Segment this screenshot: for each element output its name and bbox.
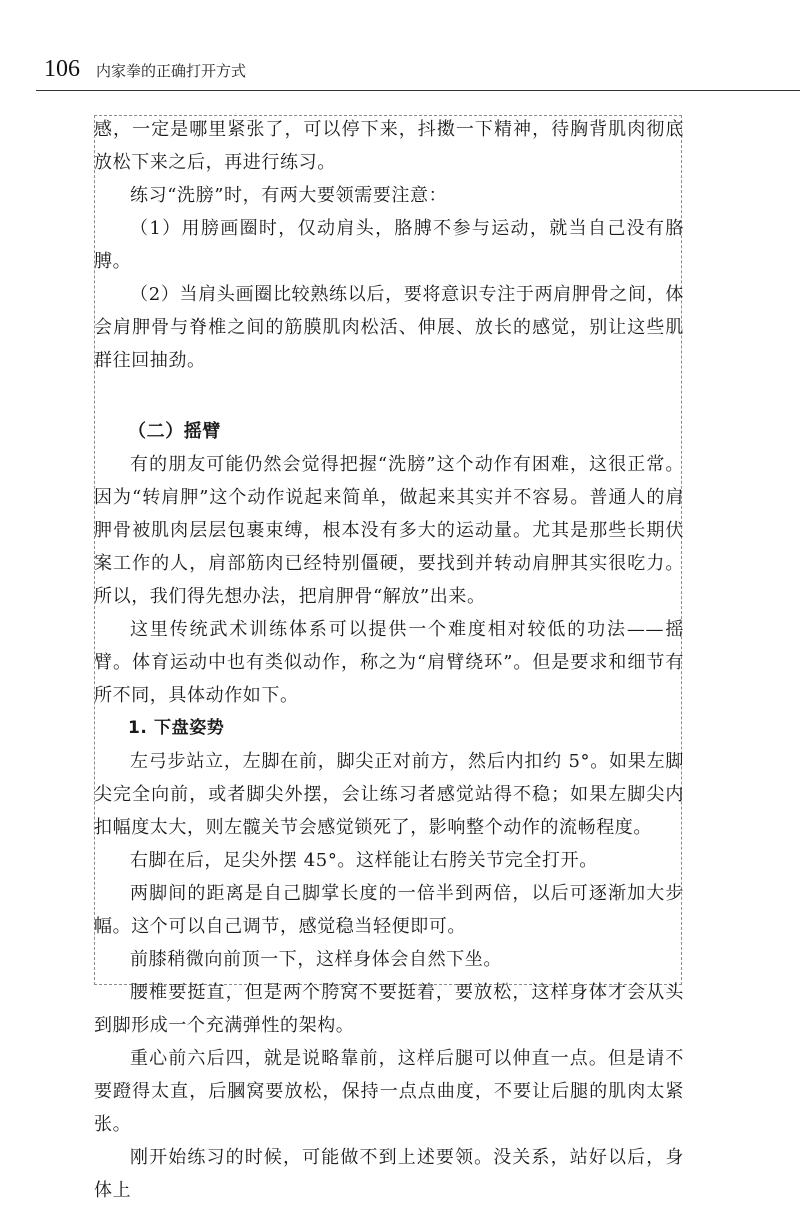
- paragraph: （2）当肩头画圈比较熟练以后，要将意识专注于两肩胛骨之间，体会肩胛骨与脊椎之间的筋膜肌肉松活、伸展、放长的感觉，别让这些肌群往回抽劲。: [94, 284, 684, 371]
- sub-heading: 1. 下盘姿势: [128, 718, 225, 738]
- section-heading: （二）摇臂: [128, 421, 221, 442]
- running-title: 内家拳的正确打开方式: [96, 62, 247, 80]
- paragraph: 练习“洗膀”时，有两大要领需要注意：: [130, 185, 448, 206]
- paragraph: 有的朋友可能仍然会觉得把握“洗膀”这个动作有困难，这很正常。因为“转肩胛”这个动作说起来简单，做起来其实并不容易。普通人的肩胛骨被肌肉层层包裹束缚，根本没有多大的运动量。尤其是那些长期伏案工作的人，肩部筋肉已经特别僵硬，要找到并转动肩胛其实很吃力。所以，我们得先想办法，把肩胛骨“解放”出来。: [94, 454, 684, 607]
- paragraph: 腰椎要挺直，但是两个胯窝不要挺着，要放松，这样身体才会从头到脚形成一个充满弹性的架构。: [94, 982, 684, 1036]
- header-rule: [36, 90, 800, 91]
- paragraph: 左弓步站立，左脚在前，脚尖正对前方，然后内扣约 5°。如果左脚尖完全向前，或者脚尖外摆，会让练习者感觉站得不稳；如果左脚尖内扣幅度太大，则左髋关节会感觉锁死了，影响整个动作的流畅程度。: [94, 751, 684, 838]
- body-text: [94, 113, 684, 1207]
- paragraph: 刚开始练习的时候，可能做不到上述要领。没关系，站好以后，身体上: [94, 1147, 684, 1201]
- paragraph: 这里传统武术训练体系可以提供一个难度相对较低的功法——摇臂。体育运动中也有类似动作，称之为“肩臂绕环”。但是要求和细节有所不同，具体动作如下。: [94, 619, 684, 706]
- page-header: [44, 56, 246, 88]
- page-number: 106: [44, 56, 80, 82]
- paragraph: 两脚间的距离是自己脚掌长度的一倍半到两倍，以后可逐渐加大步幅。这个可以自己调节，感觉稳当轻便即可。: [94, 883, 684, 937]
- paragraph: 感，一定是哪里紧张了，可以停下来，抖擞一下精神，待胸背肌肉彻底放松下来之后，再进行练习。: [94, 119, 684, 173]
- paragraph: 前膝稍微向前顶一下，这样身体会自然下坐。: [130, 949, 502, 970]
- paragraph: （1）用膀画圈时，仅动肩头，胳膊不参与运动，就当自己没有胳膊。: [94, 218, 684, 272]
- paragraph: 重心前六后四，就是说略靠前，这样后腿可以伸直一点。但是请不要蹬得太直，后膕窝要放松，保持一点点曲度，不要让后腿的肌肉太紧张。: [94, 1048, 684, 1135]
- paragraph: 右脚在后，足尖外摆 45°。这样能让右胯关节完全打开。: [130, 850, 598, 871]
